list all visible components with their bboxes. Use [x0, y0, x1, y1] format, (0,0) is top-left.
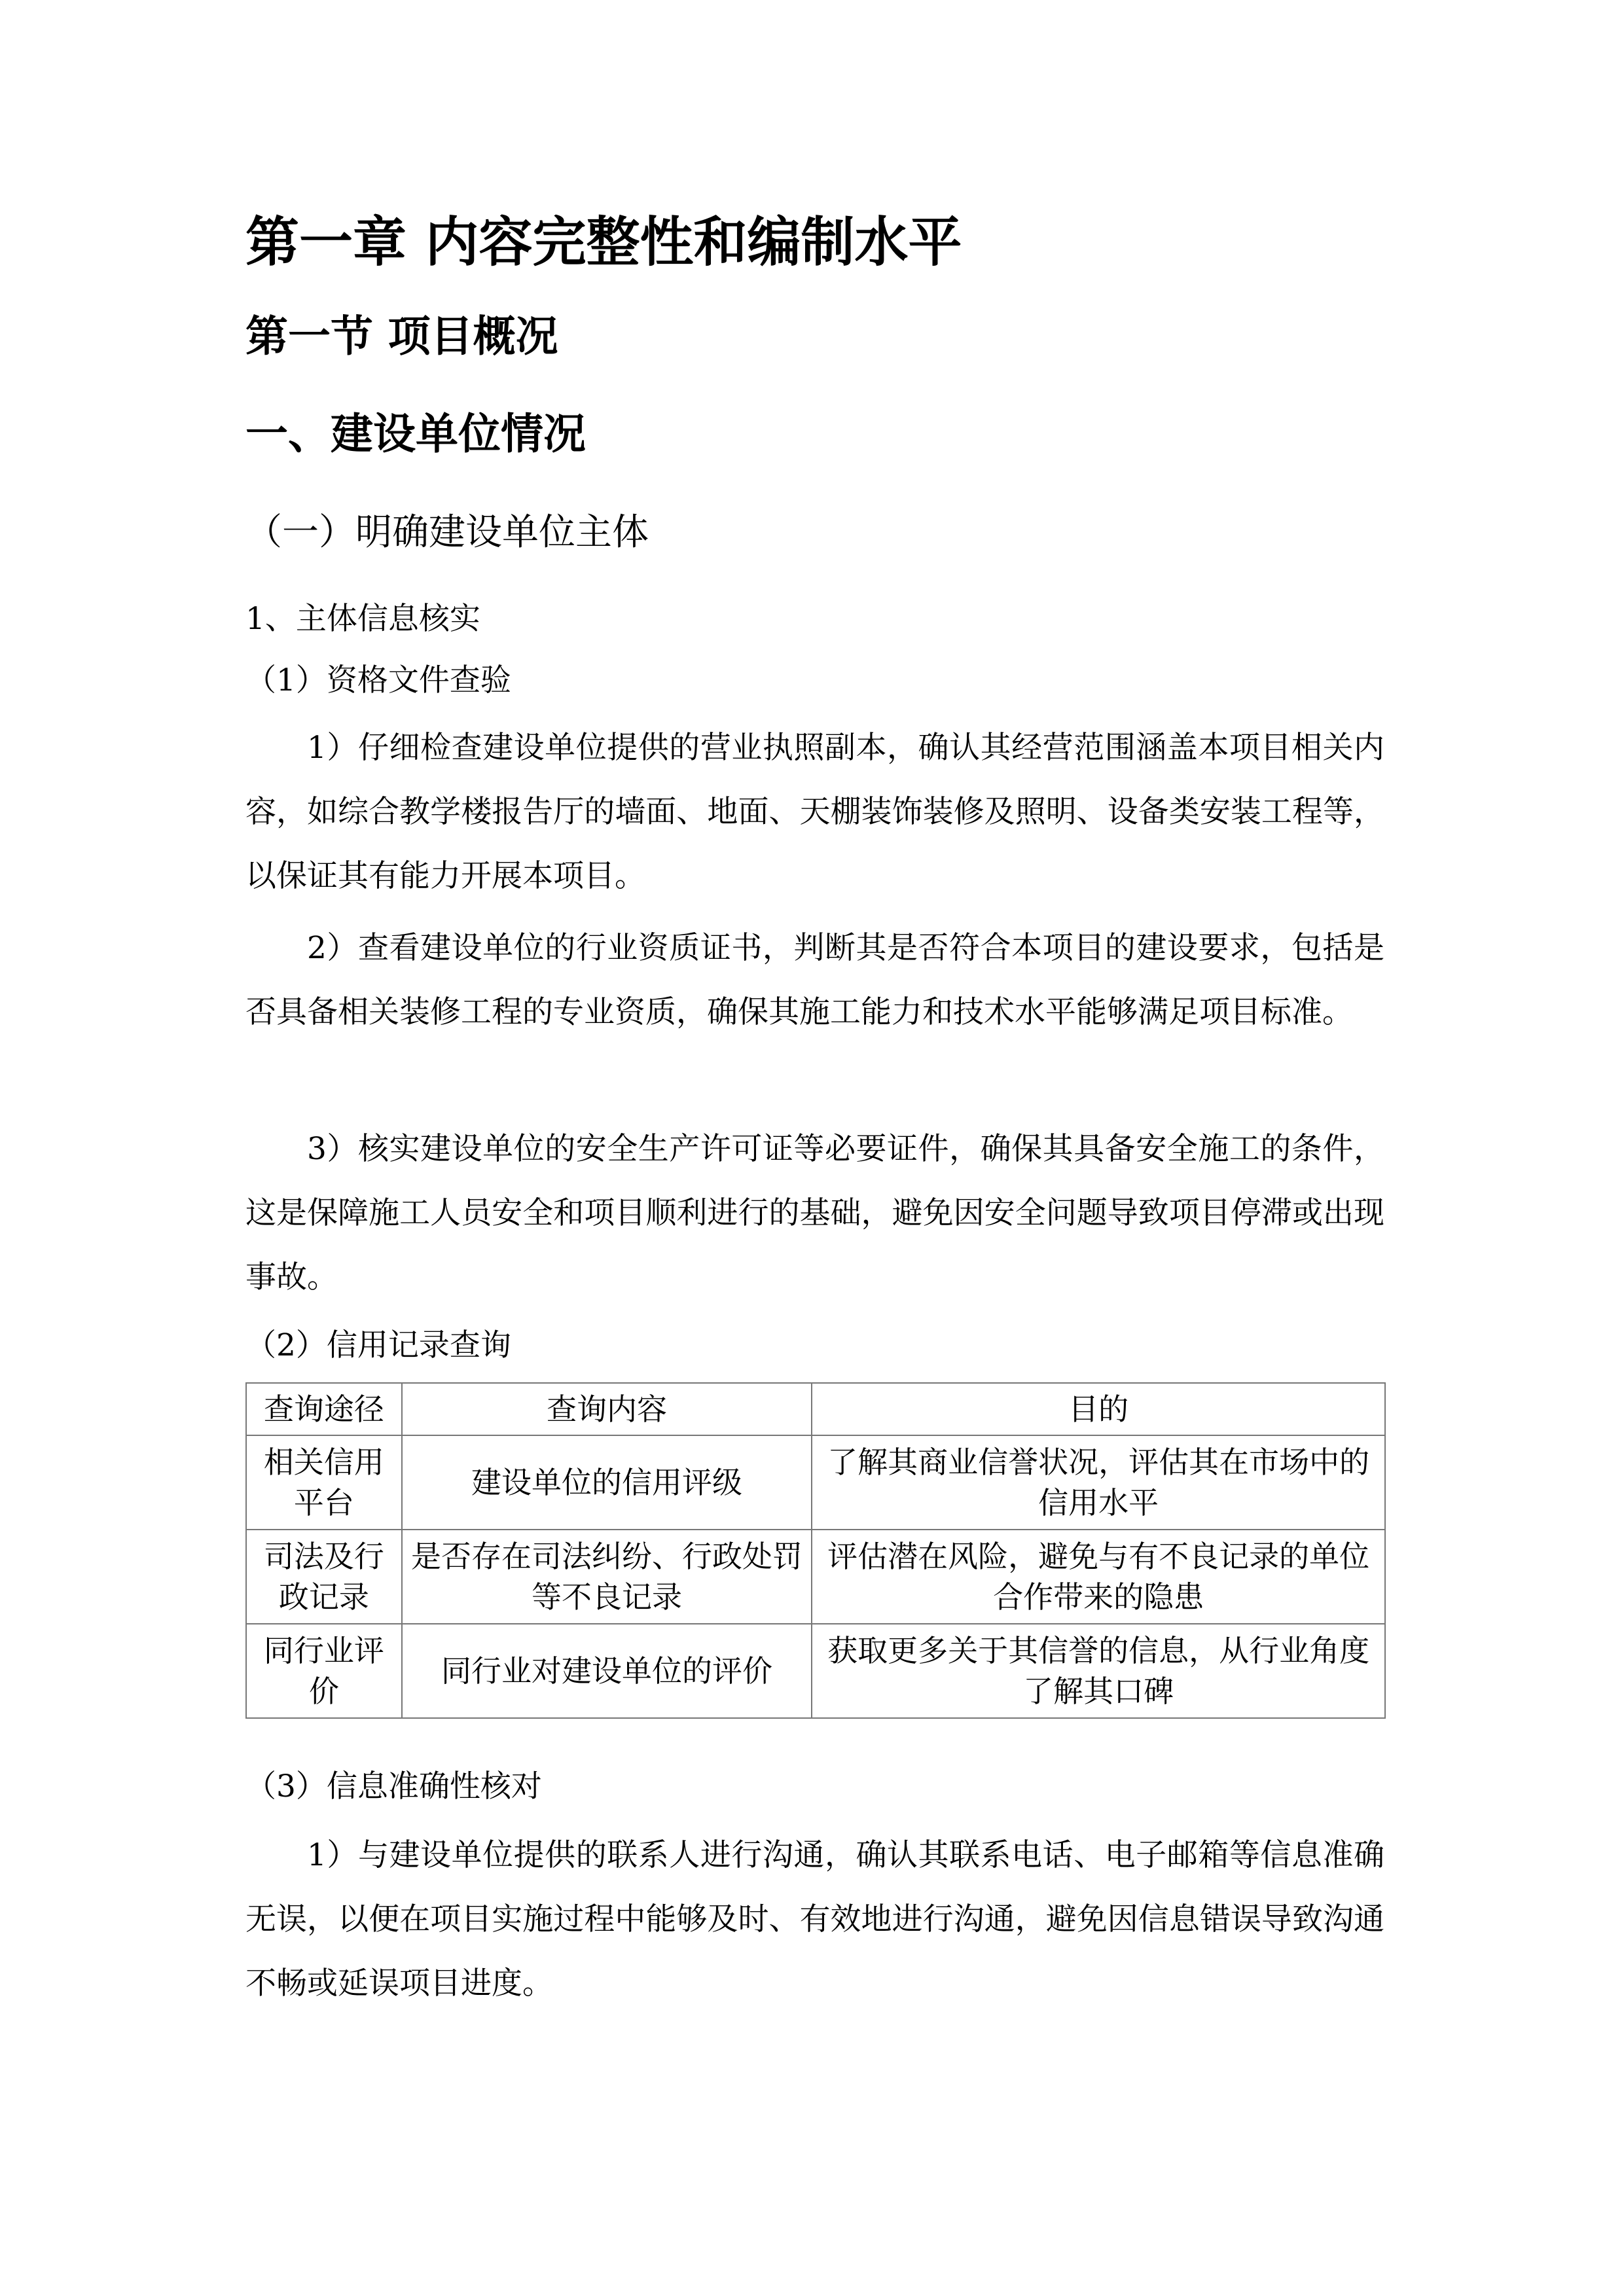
sub1-title: （1）资格文件查验 — [245, 662, 511, 698]
table-header-row — [246, 1383, 1385, 1435]
table-header-cell: 查询内容 — [402, 1383, 812, 1435]
table-row — [246, 1624, 1385, 1718]
table-header-cell: 查询途径 — [246, 1383, 402, 1435]
section-title: 第一节 项目概况 — [245, 312, 558, 361]
chapter-title: 第一章 内容完整性和编制水平 — [245, 211, 962, 274]
table-cell: 同行业评价 — [246, 1624, 402, 1718]
table-cell: 评估潜在风险，避免与有不良记录的单位合作带来的隐患 — [812, 1530, 1385, 1624]
table-cell: 了解其商业信誉状况，评估其在市场中的信用水平 — [812, 1435, 1385, 1530]
table-cell: 同行业对建设单位的评价 — [402, 1624, 812, 1718]
item-title: （一）明确建设单位主体 — [245, 511, 649, 554]
table-row — [246, 1530, 1385, 1624]
table-cell: 是否存在司法纠纷、行政处罚等不良记录 — [402, 1530, 812, 1624]
table-cell: 司法及行政记录 — [246, 1530, 402, 1624]
sub2-title: （2）信用记录查询 — [245, 1327, 511, 1363]
paragraph: 2）查看建设单位的行业资质证书，判断其是否符合本项目的建设要求，包括是否具备相关装修工程的专业资质，确保其施工能力和技术水平能够满足项目标准。 — [245, 930, 1384, 1030]
credit-record-table — [245, 1382, 1386, 1719]
table-cell: 相关信用平台 — [246, 1435, 402, 1530]
subsection-title: 一、建设单位情况 — [245, 410, 586, 459]
table-cell: 建设单位的信用评级 — [402, 1435, 812, 1530]
table-cell: 获取更多关于其信誉的信息，从行业角度了解其口碑 — [812, 1624, 1385, 1718]
table-row — [246, 1435, 1385, 1530]
sub3-title: （3）信息准确性核对 — [245, 1768, 542, 1804]
paragraph: 1）与建设单位提供的联系人进行沟通，确认其联系电话、电子邮箱等信息准确无误，以便在项目实施过程中能够及时、有效地进行沟通，避免因信息错误导致沟通不畅或延误项目进度。 — [245, 1837, 1384, 2001]
point-title: 1、主体信息核实 — [245, 601, 480, 637]
table-header-cell: 目的 — [812, 1383, 1385, 1435]
paragraph: 1）仔细检查建设单位提供的营业执照副本，确认其经营范围涵盖本项目相关内容，如综合教学楼报告厅的墙面、地面、天棚装饰装修及照明、设备类安装工程等，以保证其有能力开展本项目。 — [245, 730, 1384, 894]
paragraph: 3）核实建设单位的安全生产许可证等必要证件，确保其具备安全施工的条件，这是保障施工人员安全和项目顺利进行的基础，避免因安全问题导致项目停滞或出现事故。 — [245, 1131, 1384, 1295]
